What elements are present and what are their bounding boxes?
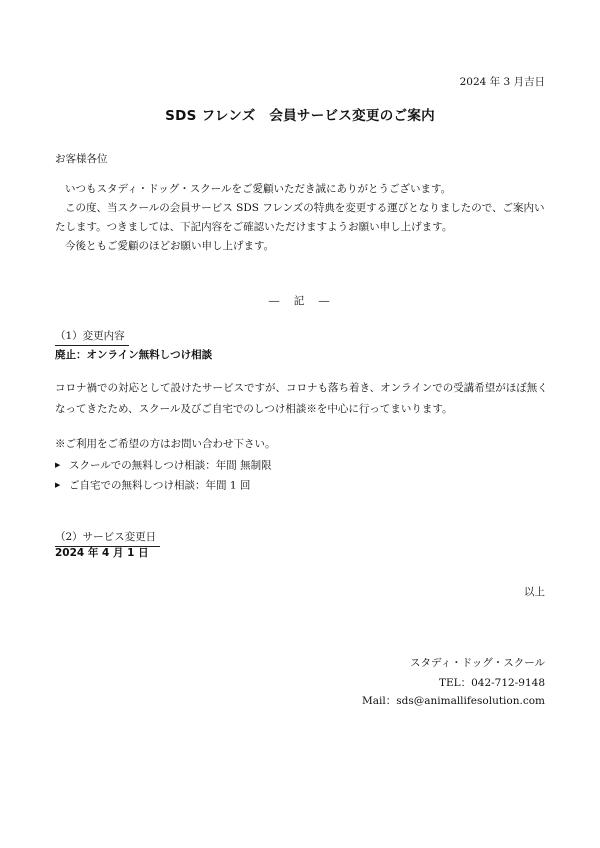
sender-name: スタディ・ドッグ・スクール [409,657,545,669]
body-paragraph-2 [55,199,555,237]
list-item [55,476,272,496]
body-paragraph-1-text: いつもスタディ・ドッグ・スクールをご愛顧いただき誠にありがとうございます。 [65,183,452,195]
section-1-description: コロナ禍での対応として設けたサービスですが、コロナも落ち着き、オンラインでの受講希望がほぼ無くなってきたため、スクール及びご自宅でのしつけ相談※を中心に行ってまいります。 [55,382,548,415]
salutation: お客様各位 [55,153,108,165]
body-paragraph-1 [55,180,555,199]
body-paragraph-3-text: 今後ともご愛顧のほどお願い申し上げます。 [65,240,275,252]
closing-ijou: 以上 [524,586,545,598]
section-1-note: ※ご利用をご希望の方はお問い合わせ下さい。 [55,438,276,450]
triangle-bullet-icon: ▶ [55,461,61,469]
bullet-text-1: スクールでの無料しつけ相談：年間 無制限 [69,459,272,472]
section-2-heading: （2）サービス変更日 [55,529,160,547]
list-item [55,456,272,476]
ki-marker: ― 記 ― [268,295,332,307]
body-paragraph-2-text: この度、当スクールの会員サービス SDS フレンズの特典を変更する運びとなりましたので、ご案内いたします。つきましては、下記内容をご確認いただけますようお願い申し上げます。 [55,202,545,233]
sender-tel: TEL：042-712-9148 [438,677,545,689]
sender-mail: Mail：sds@animallifesolution.com [362,695,545,707]
change-date: 2024 年 4 月 1 日 [55,547,149,559]
triangle-bullet-icon: ▶ [55,480,61,489]
section-1-item: 廃止：オンライン無料しつけ相談 [55,349,213,361]
body-paragraph-3 [55,237,555,256]
bullet-text-2: ご自宅での無料しつけ相談：年間 1 回 [69,479,251,491]
page-title: SDS フレンズ 会員サービス変更のご案内 [165,108,435,124]
section-1-bullet-list [55,456,272,495]
issue-date: 2024 年 3 月吉日 [459,76,545,88]
section-1-heading: （1）変更内容 [55,328,129,346]
